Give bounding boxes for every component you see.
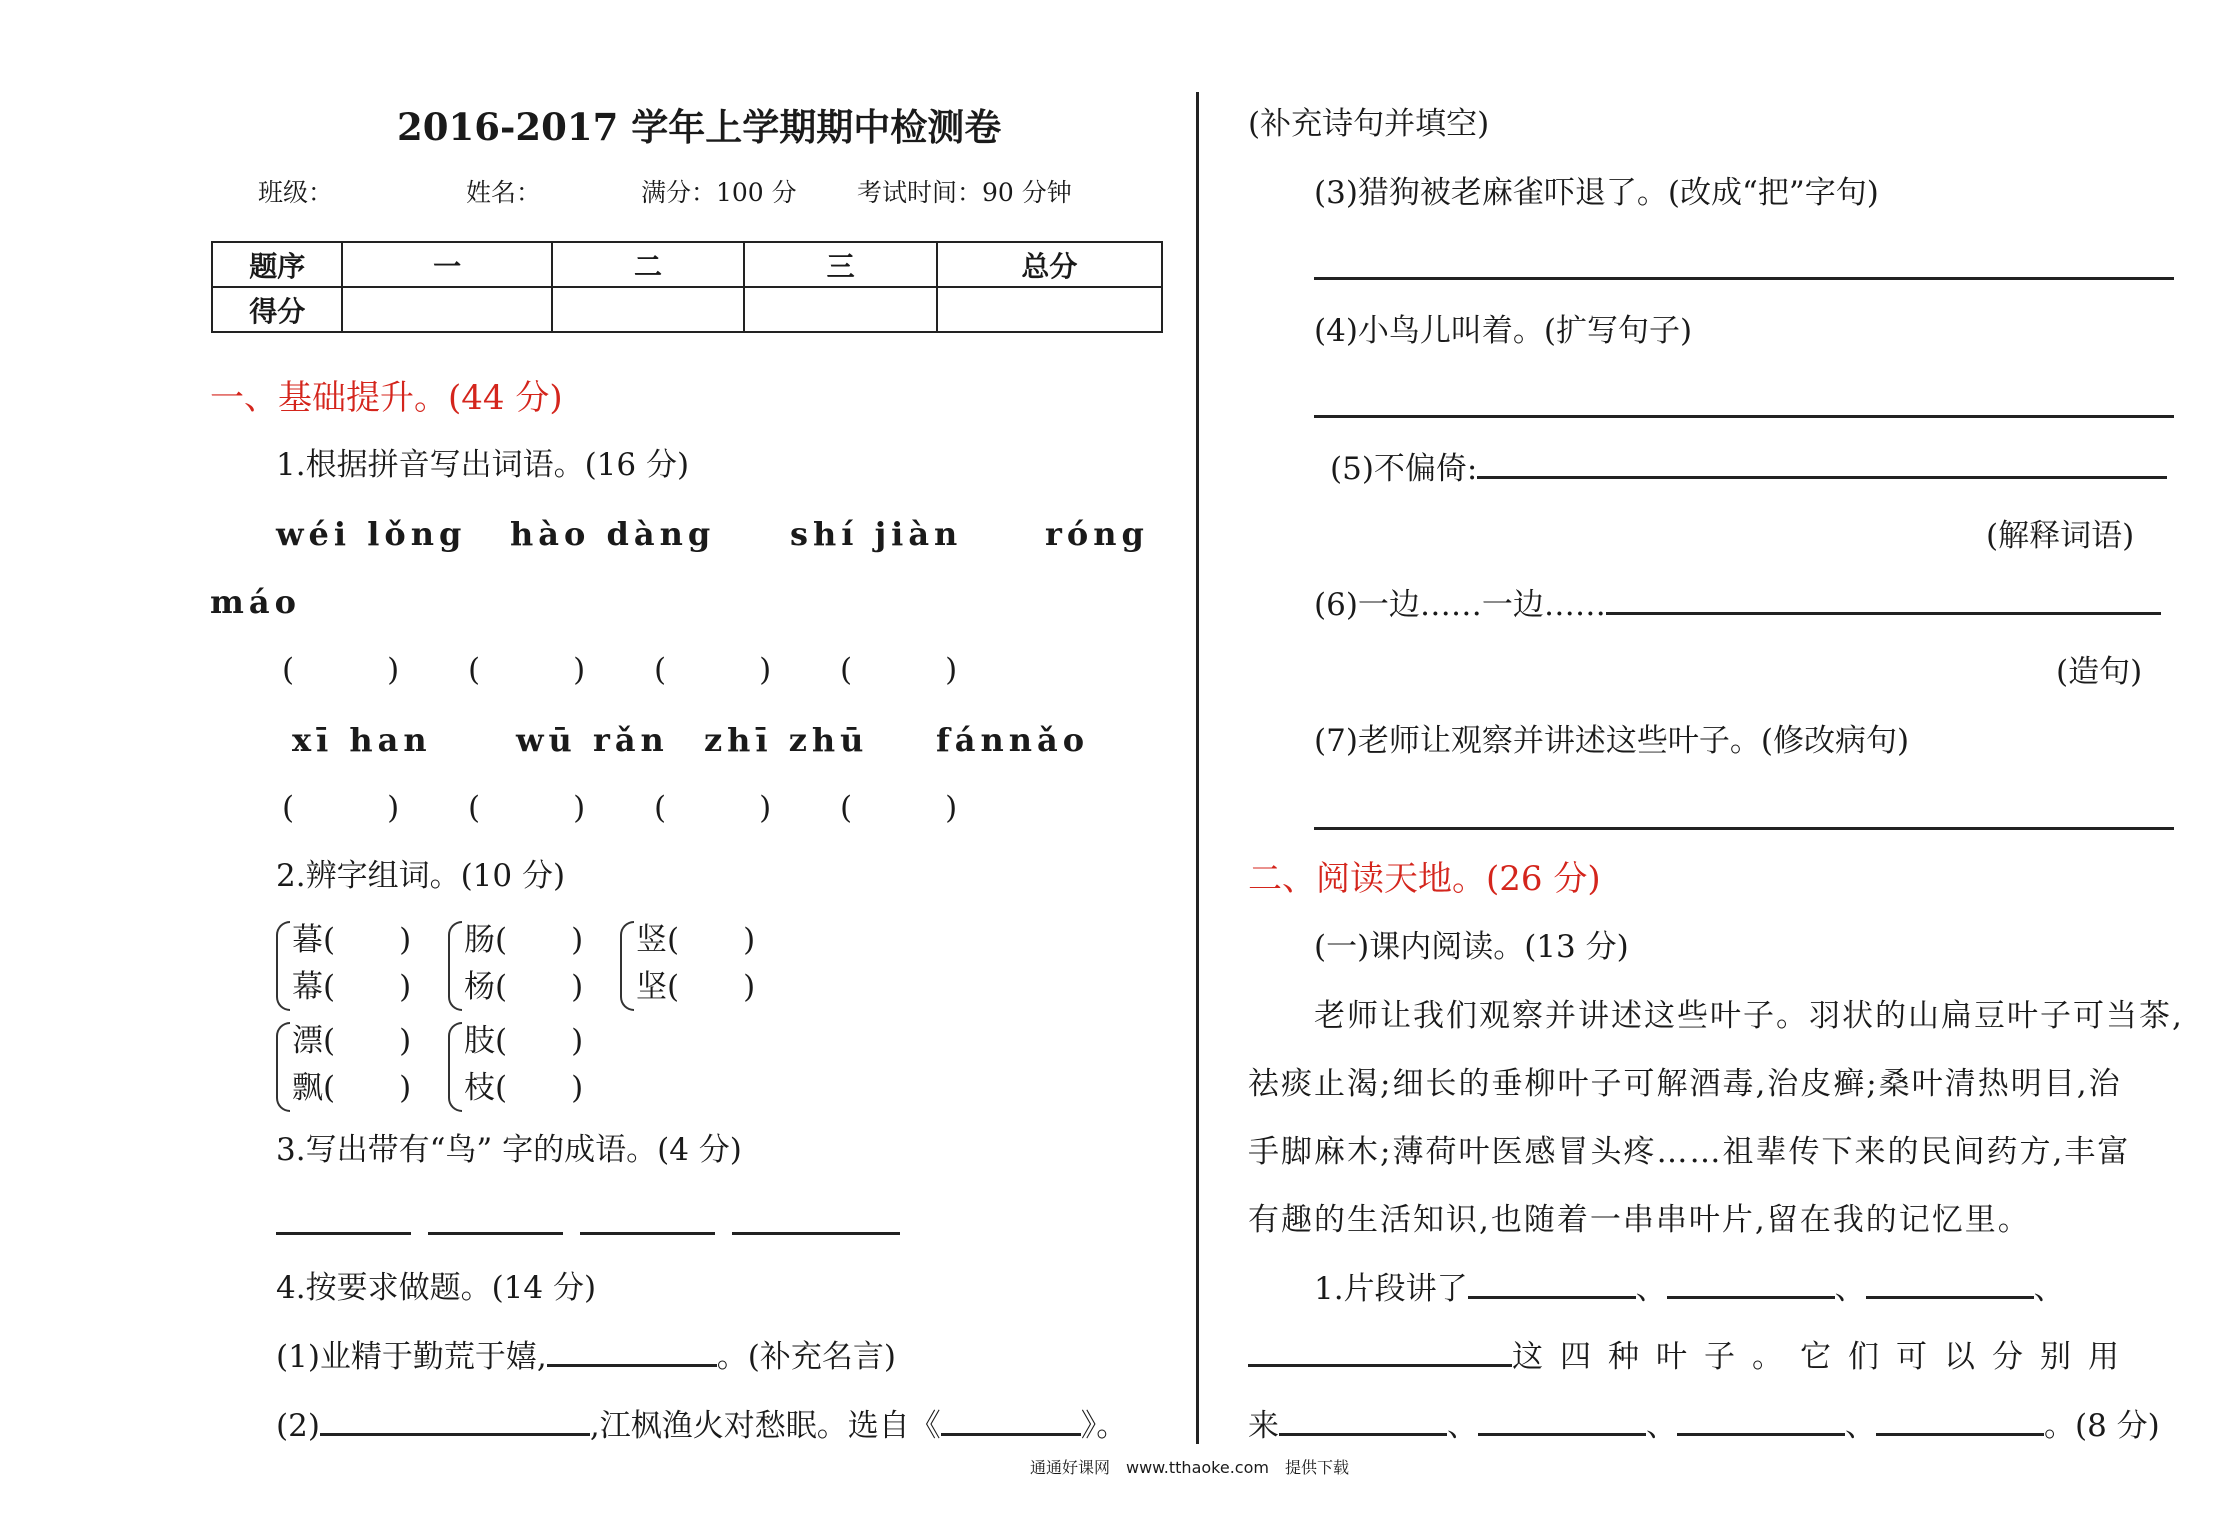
answer-line[interactable] bbox=[941, 1405, 1081, 1436]
char-item: 肢( bbox=[464, 1023, 508, 1059]
score-cell-3: 三 bbox=[744, 242, 937, 287]
char-item: 竖( bbox=[636, 922, 680, 958]
pinyin-8: fánnǎo bbox=[936, 721, 1090, 759]
answer-line[interactable] bbox=[428, 1232, 563, 1235]
passage-line: 祛痰止渴;细长的垂柳叶子可解酒毒,治皮癣;桑叶清热明目,治 bbox=[1248, 1066, 2122, 1102]
answer-bracket[interactable]: ( ) bbox=[840, 652, 958, 688]
pinyin-7: zhī zhū bbox=[704, 721, 869, 759]
score-table bbox=[211, 241, 1163, 333]
answer-bracket[interactable]: ( ) bbox=[282, 790, 400, 826]
answer-line[interactable] bbox=[1314, 827, 2174, 830]
answer-line[interactable] bbox=[276, 1232, 411, 1235]
pinyin-6: wū rǎn bbox=[516, 721, 669, 759]
q4-item7: (7)老师让观察并讲述这些叶子。(修改病句) bbox=[1314, 723, 1910, 759]
answer-line[interactable] bbox=[1314, 415, 2174, 418]
char-item: 幕( bbox=[292, 969, 336, 1005]
pinyin-3: shí jiàn bbox=[790, 515, 963, 553]
answer-line[interactable] bbox=[547, 1336, 717, 1367]
passage-line: 有趣的生活知识,也随着一串串叶片,留在我的记忆里。 bbox=[1248, 1202, 2031, 1238]
passage-line: 老师让我们观察并讲述这些叶子。羽状的山扁豆叶子可当茶, bbox=[1314, 998, 2184, 1034]
answer-bracket[interactable]: ( ) bbox=[654, 652, 772, 688]
q4-item3: (3)猎狗被老麻雀吓退了。(改成“把”字句) bbox=[1314, 175, 1879, 211]
score-input-3[interactable] bbox=[744, 287, 937, 332]
brace-icon bbox=[276, 921, 290, 1011]
score-cell-total: 总分 bbox=[937, 242, 1162, 287]
score-row-label: 得分 bbox=[212, 287, 342, 332]
char-item: 坚( bbox=[636, 969, 680, 1005]
char-item: 暮( bbox=[292, 922, 336, 958]
answer-bracket[interactable]: ( ) bbox=[468, 652, 586, 688]
brace-icon bbox=[620, 921, 634, 1011]
reading-q1-line2: 这四种叶子。它们可以分别用 bbox=[1248, 1336, 2136, 1377]
pinyin-1: wéi lǒng bbox=[276, 515, 467, 553]
q2-title: 2.辨字组词。(10 分) bbox=[276, 858, 566, 894]
char-item: 枝( bbox=[464, 1070, 508, 1106]
char-item: 飘( bbox=[292, 1070, 336, 1106]
answer-bracket[interactable]: ( ) bbox=[654, 790, 772, 826]
q4-item1: (1)业精于勤荒于嬉, 。(补充名言) bbox=[276, 1336, 896, 1377]
answer-line[interactable] bbox=[580, 1232, 715, 1235]
answer-line[interactable] bbox=[1866, 1268, 2034, 1299]
char-group-4: 漂( ) 飘( ) bbox=[276, 1018, 426, 1112]
q4-title: 4.按要求做题。(14 分) bbox=[276, 1270, 597, 1306]
exam-time: 考试时间：90 分钟 bbox=[857, 178, 1072, 207]
pinyin-4b: máo bbox=[210, 583, 301, 621]
q4-continuation: (补充诗句并填空) bbox=[1248, 106, 1490, 142]
answer-line[interactable] bbox=[1667, 1268, 1835, 1299]
q4-item2: (2) ,江枫渔火对愁眠。选自《 》。 bbox=[276, 1405, 1127, 1446]
class-label: 班级： bbox=[258, 178, 334, 207]
answer-bracket[interactable]: ( ) bbox=[282, 652, 400, 688]
q4-item5: (5)不偏倚: bbox=[1330, 448, 2167, 489]
reading-q1-line3: 来 、 、 、 。(8 分) bbox=[1248, 1405, 2160, 1446]
char-item: 杨( bbox=[464, 969, 508, 1005]
passage-line: 手脚麻木;薄荷叶医感冒头疼……祖辈传下来的民间药方,丰富 bbox=[1248, 1134, 2131, 1170]
score-cell-label: 题序 bbox=[212, 242, 342, 287]
answer-line[interactable] bbox=[1314, 277, 2174, 280]
column-divider bbox=[1196, 92, 1199, 1444]
q4-item4: (4)小鸟儿叫着。(扩写句子) bbox=[1314, 313, 1693, 349]
char-group-3: 竖( ) 坚( ) bbox=[620, 917, 770, 1011]
answer-bracket[interactable]: ( ) bbox=[840, 790, 958, 826]
pinyin-4a: róng bbox=[1045, 515, 1149, 553]
answer-line[interactable] bbox=[320, 1405, 590, 1436]
score-table-score-row bbox=[212, 287, 1162, 332]
char-item: 肠( bbox=[464, 922, 508, 958]
name-label: 姓名： bbox=[466, 178, 542, 207]
q3-title: 3.写出带有“鸟” 字的成语。(4 分) bbox=[276, 1132, 742, 1168]
brace-icon bbox=[448, 1022, 462, 1112]
pinyin-2: hào dàng bbox=[510, 515, 716, 553]
score-input-1[interactable] bbox=[342, 287, 551, 332]
answer-line[interactable] bbox=[1468, 1268, 1636, 1299]
q1-title: 1.根据拼音写出词语。(16 分) bbox=[276, 447, 690, 483]
answer-line[interactable] bbox=[1606, 584, 2161, 615]
full-score: 满分：100 分 bbox=[641, 178, 797, 207]
section1-heading: 一、基础提升。(44 分) bbox=[210, 378, 563, 418]
answer-line[interactable] bbox=[1677, 1405, 1845, 1436]
answer-bracket[interactable]: ( ) bbox=[468, 790, 586, 826]
q4-item6-note: (造句) bbox=[2056, 654, 2143, 690]
char-group-1: 暮( ) 幕( ) bbox=[276, 917, 426, 1011]
char-item: 漂( bbox=[292, 1023, 336, 1059]
page-title: 2016-2017 学年上学期期中检测卷 bbox=[397, 105, 1002, 149]
q4-item6: (6)一边……一边…… bbox=[1314, 584, 2161, 625]
answer-line[interactable] bbox=[1279, 1405, 1447, 1436]
score-cell-2: 二 bbox=[552, 242, 745, 287]
section2-heading: 二、阅读天地。(26 分) bbox=[1248, 859, 1601, 899]
score-input-total[interactable] bbox=[937, 287, 1162, 332]
score-table-header-row bbox=[212, 242, 1162, 287]
answer-line[interactable] bbox=[1477, 448, 2167, 479]
answer-line[interactable] bbox=[1478, 1405, 1646, 1436]
reading-q1-line1: 1.片段讲了 、 、 、 bbox=[1314, 1268, 2065, 1309]
char-group-2: 肠( ) 杨( ) bbox=[448, 917, 598, 1011]
brace-icon bbox=[448, 921, 462, 1011]
reading-subtitle: (一)课内阅读。(13 分) bbox=[1314, 929, 1629, 965]
answer-line[interactable] bbox=[1248, 1336, 1512, 1367]
answer-line[interactable] bbox=[1876, 1405, 2044, 1436]
score-cell-1: 一 bbox=[342, 242, 551, 287]
q4-item5-note: (解释词语) bbox=[1986, 518, 2135, 554]
footer-credit: 通通好课网 www.tthaoke.com 提供下载 bbox=[1030, 1458, 1349, 1477]
answer-line[interactable] bbox=[732, 1232, 900, 1235]
brace-icon bbox=[276, 1022, 290, 1112]
char-group-5: 肢( ) 枝( ) bbox=[448, 1018, 598, 1112]
pinyin-5: xī han bbox=[292, 721, 432, 759]
score-input-2[interactable] bbox=[552, 287, 745, 332]
